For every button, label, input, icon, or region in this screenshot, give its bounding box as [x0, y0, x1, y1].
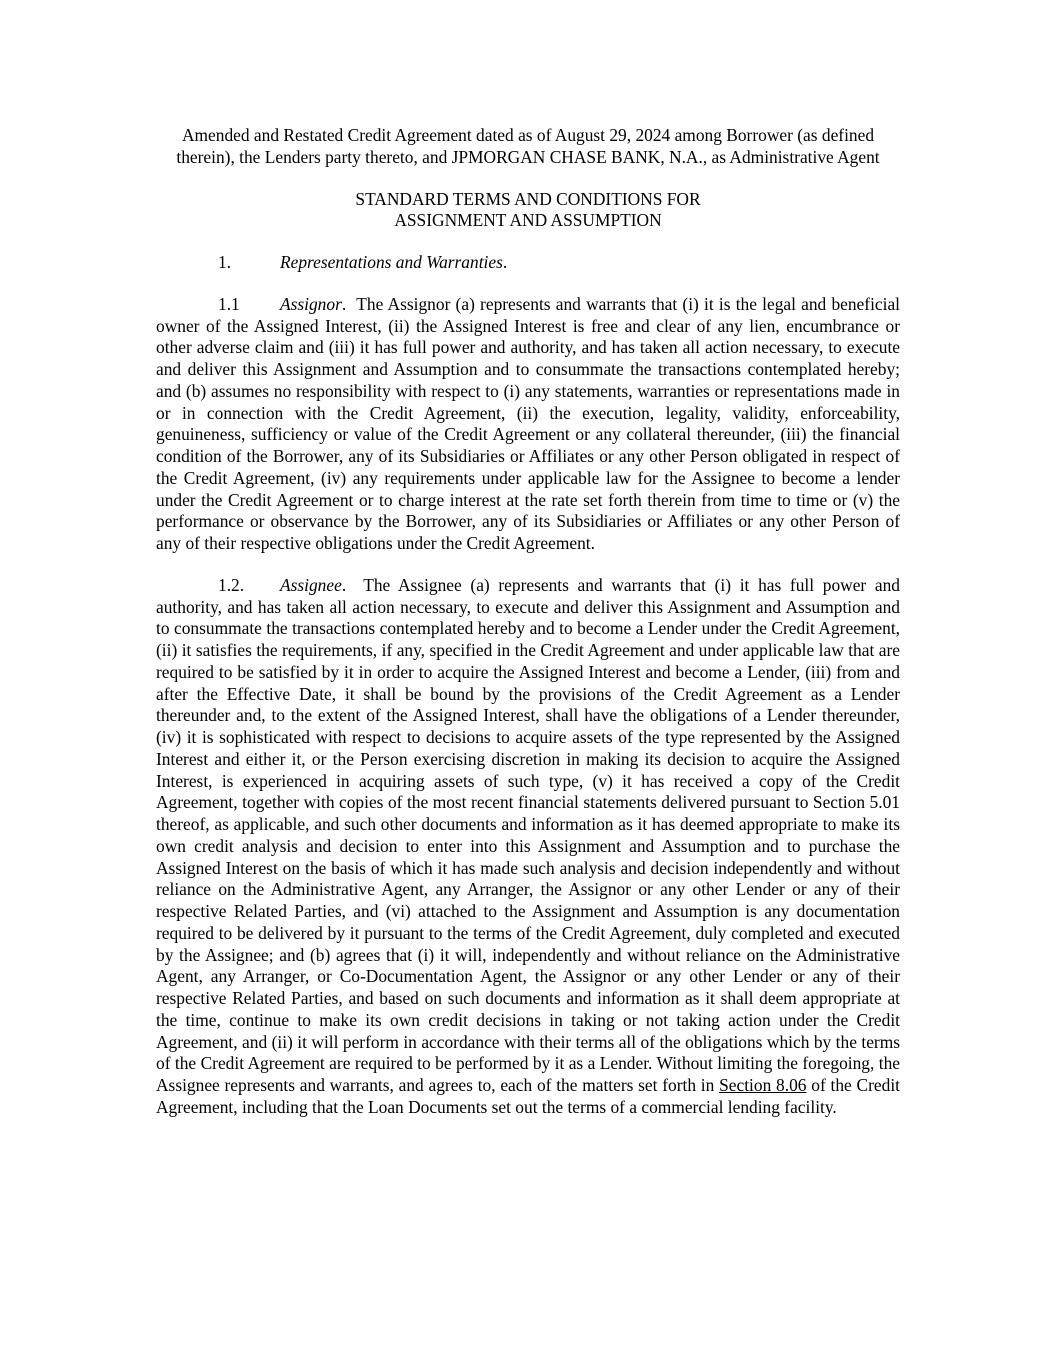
document-page: [156, 125, 900, 1119]
document-title: [156, 189, 900, 233]
paragraph-1-1-body: The Assignor (a) represents and warrants that (i) it is the legal and beneficial owner of the Assigned Interest, (ii) the Assigned Interest is free and clear of any lien, encumbrance or other adverse claim and (iii) it has full power and authority, and has taken all action necessary, to execute and deliver this Assignment and Assumption and to consummate the transactions contemplated hereby; and (b) assumes no responsibility with respect to (i) any statements, warranties or representations made in or in connection with the Credit Agreement, (ii) the execution, legality, validity, enforceability, genuineness, sufficiency or value of the Credit Agreement or any collateral thereunder, (iii) the financial condition of the Borrower, any of its Subsidiaries or Affiliates or any other Person obligated in respect of the Credit Agreement, (iv) any requirements under applicable law for the Assignee to become a lender under the Credit Agreement or to charge interest at the rate set forth therein from time to time or (v) the performance or observance by the Borrower, any of its Subsidiaries or Affiliates or any other Person of any of their respective obligations under the Credit Agreement.: [156, 293, 900, 553]
title-line-2: ASSIGNMENT AND ASSUMPTION: [394, 210, 662, 231]
paragraph-1-2-body-end: of the Credit Agreement, including that the Loan Documents set out the terms of a commercial lending facility.: [156, 1075, 900, 1117]
section-1-heading: 1. Representations and Warranties.: [218, 252, 508, 272]
paragraph-1-2: 1.2. Assignee. The Assignee (a) represents and warrants that (i) it has full power and authority, and has taken all action necessary, to execute and deliver this Assignment and Assumption and to consummate the transactions contemplated hereby and to become a Lender under the Credit Agreement, (ii) it satisfies the requirements, if any, specified in the Credit Agreement and under applicable law that are required to be satisfied by it in order to acquire the Assigned Interest and become a Lender, (iii) from and after the Effective Date, it shall be bound by the provisions of the Credit Agreement as a Lender thereunder and, to the extent of the Assigned Interest, shall have the obligations of a Lender thereunder, (iv) it is sophisticated with respect to decisions to acquire assets of the type represented by the Assigned Interest and either it, or the Person exercising discretion in making its decision to acquire the Assigned Interest, is experienced in acquiring assets of such type, (v) it has received a copy of the Credit Agreement, together with copies of the most recent financial statements delivered pursuant to Section 5.01 thereof, as applicable, and such other documents and information as it has deemed appropriate to make its own credit analysis and decision to enter into this Assignment and Assumption and to purchase the Assigned Interest on the basis of which it has made such analysis and decision independently and without reliance on the Administrative Agent, any Arranger, the Assignor or any other Lender or any of their respective Related Parties, and (vi) attached to the Assignment and Assumption is any documentation required to be delivered by it pursuant to the terms of the Credit Agreement, duly completed and executed by the Assignee; and (b) agrees that (i) it will, independently and without reliance on the Administrative Agent, any Arranger, or Co-Documentation Agent, the Assignor or any other Lender or any of their respective Related Parties, and based on such documents and information as it shall deem appropriate at the time, continue to make its own credit decisions in taking or not taking action under the Credit Agreement, and (ii) it will perform in accordance with their terms all of the obligations which by the terms of the Credit Agreement are required to be performed by it as a Lender. Without limiting the foregoing, the Assignee represents and warrants, and agrees to, each of the matters set forth in Section 8.06 of the Credit Agreement, including that the Loan Documents set out the terms of a commercial lending facility.: [156, 574, 900, 1117]
paragraph-1-1: 1.1 Assignor. The Assignor (a) represents and warrants that (i) it is the legal and beneficial owner of the Assigned Interest, (ii) the Assigned Interest is free and clear of any lien, encumbrance or other adverse claim and (iii) it has full power and authority, and has taken all action necessary, to execute and deliver this Assignment and Assumption and to consummate the transactions contemplated hereby; and (b) assumes no responsibility with respect to (i) any statements, warranties or representations made in or in connection with the Credit Agreement, (ii) the execution, legality, validity, enforceability, genuineness, sufficiency or value of the Credit Agreement or any collateral thereunder, (iii) the financial condition of the Borrower, any of its Subsidiaries or Affiliates or any other Person obligated in respect of the Credit Agreement, (iv) any requirements under applicable law for the Assignee to become a lender under the Credit Agreement or to charge interest at the rate set forth therein from time to time or (v) the performance or observance by the Borrower, any of its Subsidiaries or Affiliates or any other Person of any of their respective obligations under the Credit Agreement.: [156, 293, 900, 553]
paragraph-1-1-number: 1.1: [218, 293, 240, 314]
agreement-header: Amended and Restated Credit Agreement dated as of August 29, 2024 among Borrower (as defined therein), the Lenders party thereto, and JPMORGAN CHASE BANK, N.A., as Administrative Agent: [176, 125, 880, 167]
paragraph-1-2-heading: Assignee: [280, 574, 342, 595]
paragraph-1-2-body: The Assignee (a) represents and warrants that (i) it has full power and authority, and has taken all action necessary, to execute and deliver this Assignment and Assumption and to consummate the transactions contemplated hereby and to become a Lender under the Credit Agreement, (ii) it satisfies the requirements, if any, specified in the Credit Agreement and under applicable law that are required to be satisfied by it in order to acquire the Assigned Interest and become a Lender, (iii) from and after the Effective Date, it shall be bound by the provisions of the Credit Agreement as a Lender thereunder and, to the extent of the Assigned Interest, shall have the obligations of a Lender thereunder, (iv) it is sophisticated with respect to decisions to acquire assets of the type represented by the Assigned Interest and either it, or the Person exercising discretion in making its decision to acquire the Assigned Interest, is experienced in acquiring assets of such type, (v) it has received a copy of the Credit Agreement, together with copies of the most recent financial statements delivered pursuant to Section 5.01 thereof, as applicable, and such other documents and information as it has deemed appropriate to make its own credit analysis and decision to enter into this Assignment and Assumption and to purchase the Assigned Interest on the basis of which it has made such analysis and decision independently and without reliance on the Administrative Agent, any Arranger, the Assignor or any other Lender or any of their respective Related Parties, and (vi) attached to the Assignment and Assumption is any documentation required to be delivered by it pursuant to the terms of the Credit Agreement, duly completed and executed by the Assignee; and (b) agrees that (i) it will, independently and without reliance on the Administrative Agent, any Arranger, or Co-Documentation Agent, the Assignor or any other Lender or any of their respective Related Parties, and based on such documents and information as it shall deem appropriate at the time, continue to make its own credit decisions in taking or not taking action under the Credit Agreement, and (ii) it will perform in accordance with their terms all of the obligations which by the terms of the Credit Agreement are required to be performed by it as a Lender. Without limiting the foregoing, the Assignee represents and warrants, and agrees to, each of the matters set forth in: [156, 574, 900, 1095]
paragraph-1-2-number: 1.2.: [218, 574, 245, 595]
title-line-1: STANDARD TERMS AND CONDITIONS FOR: [355, 188, 701, 209]
section-8-06-reference: Section 8.06: [719, 1075, 807, 1095]
section-1-number: 1.: [218, 252, 232, 272]
paragraph-1-1-heading: Assignor: [280, 293, 342, 314]
section-1-title: Representations and Warranties: [280, 252, 503, 272]
